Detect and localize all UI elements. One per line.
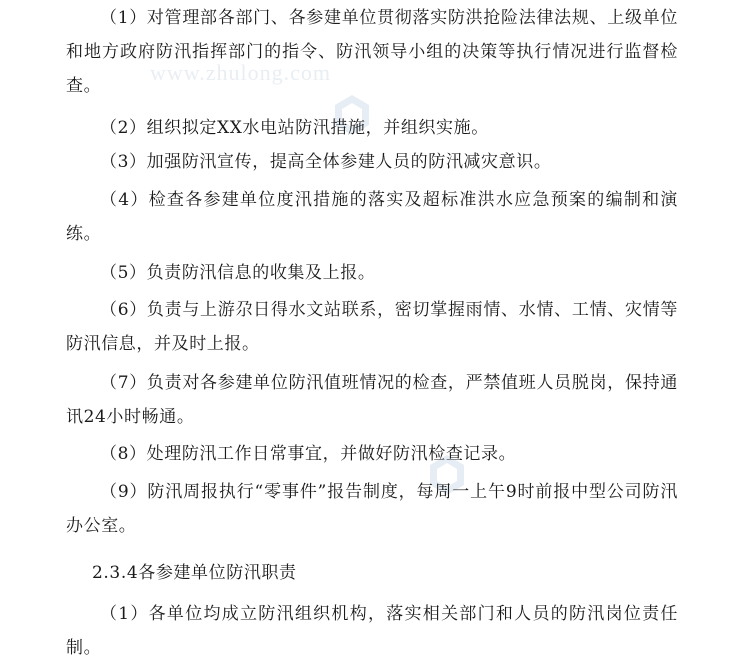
paragraph-item-4: （4）检查各参建单位度汛措施的落实及超标准洪水应急预案的编制和演练。 xyxy=(66,190,678,244)
section-paragraph-1: （1）各单位均成立防汛组织机构，落实相关部门和人员的防汛岗位责任制。 xyxy=(66,604,678,658)
paragraph-item-3: （3）加强防汛宣传，提高全体参建人员的防汛减灾意识。 xyxy=(100,152,552,172)
paragraph-item-2: （2）组织拟定XX水电站防汛措施，并组织实施。 xyxy=(100,118,489,138)
paragraph-item-5: （5）负责防汛信息的收集及上报。 xyxy=(100,263,376,283)
paragraph-item-7: （7）负责对各参建单位防汛值班情况的检查，严禁值班人员脱岗，保持通讯24小时畅通。 xyxy=(66,373,678,427)
paragraph-item-8: （8）处理防汛工作日常事宜，并做好防汛检查记录。 xyxy=(100,444,517,464)
section-heading: 2.3.4各参建单位防汛职责 xyxy=(92,563,297,583)
paragraph-item-6: （6）负责与上游尕日得水文站联系，密切掌握雨情、水情、工情、灾情等防汛信息，并及时上报。 xyxy=(66,300,678,354)
watermark-text: www.zhulong.com xyxy=(150,60,331,85)
paragraph-item-9: （9）防汛周报执行“零事件”报告制度，每周一上午9时前报中型公司防汛办公室。 xyxy=(66,482,678,536)
paragraph-item-1: （1）对管理部各部门、各参建单位贯彻落实防洪抢险法律法规、上级单位和地方政府防汛指挥部门的指令、防汛领导小组的决策等执行情况进行监督检查。 xyxy=(66,8,678,96)
